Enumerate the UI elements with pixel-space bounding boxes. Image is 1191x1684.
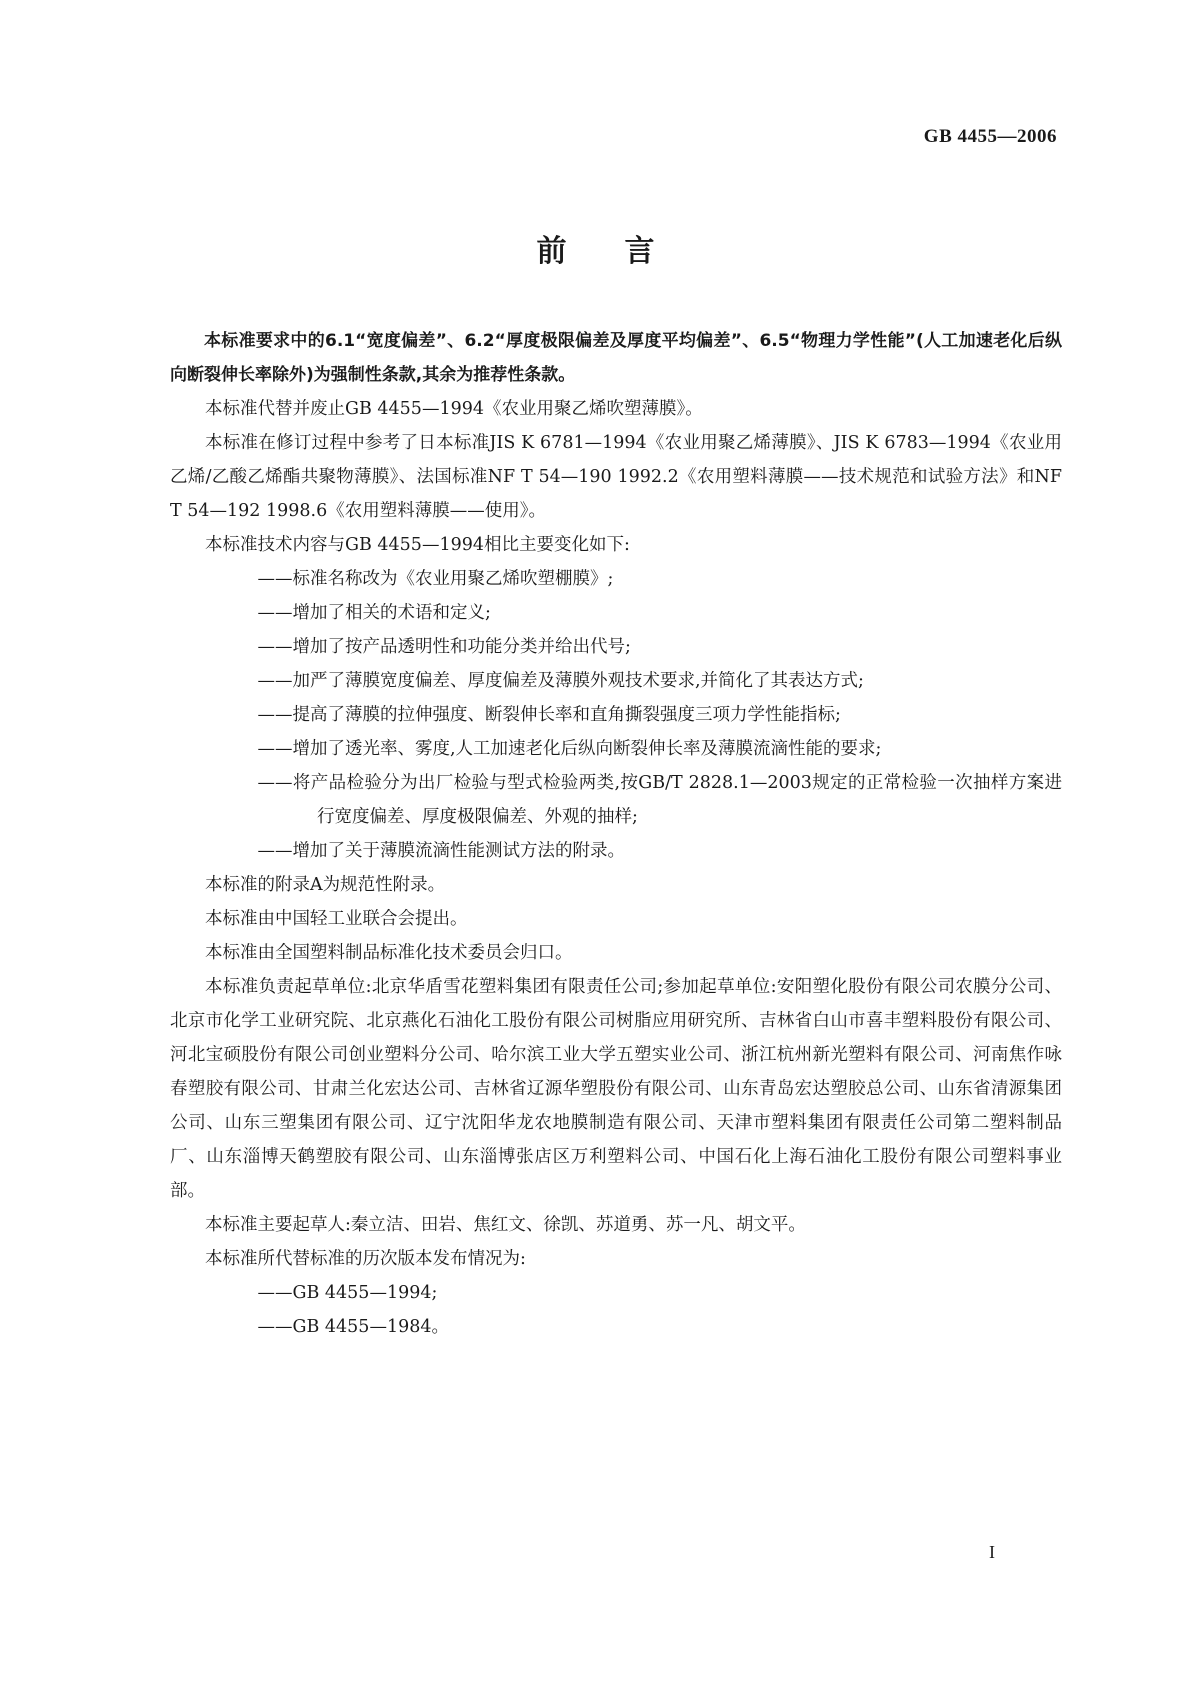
history-item: ——GB 4455—1994;: [257, 1283, 438, 1303]
changes-intro-paragraph: 本标准技术内容与GB 4455—1994相比主要变化如下:: [205, 535, 630, 555]
standard-code: GB 4455—2006: [923, 126, 1057, 147]
page-number: I: [989, 1542, 995, 1562]
replacement-paragraph: 本标准代替并废止GB 4455—1994《农业用聚乙烯吹塑薄膜》。: [205, 399, 703, 419]
change-item: ——标准名称改为《农业用聚乙烯吹塑棚膜》;: [257, 569, 614, 589]
change-item: ——增加了关于薄膜流滴性能测试方法的附录。: [257, 841, 625, 861]
change-item: ——增加了透光率、雾度,人工加速老化后纵向断裂伸长率及薄膜流滴性能的要求;: [257, 739, 882, 759]
change-item: ——提高了薄膜的拉伸强度、断裂伸长率和直角撕裂强度三项力学性能指标;: [257, 705, 841, 725]
change-item: ——增加了按产品透明性和功能分类并给出代号;: [257, 637, 631, 657]
committee-paragraph: 本标准由全国塑料制品标准化技术委员会归口。: [205, 943, 573, 963]
page-title: 前言: [536, 234, 713, 269]
annex-paragraph: 本标准的附录A为规范性附录。: [205, 875, 446, 895]
proposer-paragraph: 本标准由中国轻工业联合会提出。: [205, 909, 468, 929]
change-item: ——增加了相关的术语和定义;: [257, 603, 491, 623]
change-item: ——将产品检验分为出厂检验与型式检验两类,按GB/T 2828.1—2003规定的正常检验一次抽样方案进行宽度偏差、厚度极限偏差、外观的抽样;: [257, 773, 1062, 827]
history-intro-paragraph: 本标准所代替标准的历次版本发布情况为:: [205, 1249, 526, 1269]
drafters-paragraph: 本标准主要起草人:秦立洁、田岩、焦红文、徐凯、苏道勇、苏一凡、胡文平。: [205, 1215, 806, 1235]
drafting-units-paragraph: 本标准负责起草单位:北京华盾雪花塑料集团有限责任公司;参加起草单位:安阳塑化股份有限公司农膜分公司、北京市化学工业研究院、北京燕化石油化工股份有限公司树脂应用研究所、吉林省白山市喜丰塑料股份有限公司、河北宝硕股份有限公司创业塑料分公司、哈尔滨工业大学五塑实业公司、浙江杭州新光塑料有限公司、河南焦作咏春塑胶有限公司、甘肃兰化宏达公司、吉林省辽源华塑股份有限公司、山东青岛宏达塑胶总公司、山东省清源集团公司、山东三塑集团有限公司、辽宁沈阳华龙农地膜制造有限公司、天津市塑料集团有限责任公司第二塑料制品厂、山东淄博天鹤塑胶有限公司、山东淄博张店区万利塑料公司、中国石化上海石油化工股份有限公司塑料事业部。: [170, 977, 1062, 1201]
history-item: ——GB 4455—1984。: [257, 1317, 449, 1337]
mandatory-clause-paragraph: 本标准要求中的6.1“宽度偏差”、6.2“厚度极限偏差及厚度平均偏差”、6.5“物理力学性能”(人工加速老化后纵向断裂伸长率除外)为强制性条款,其余为推荐性条款。: [170, 331, 1062, 385]
foreword-body: [170, 324, 1062, 1344]
change-item: ——加严了薄膜宽度偏差、厚度偏差及薄膜外观技术要求,并简化了其表达方式;: [257, 671, 864, 691]
reference-paragraph: 本标准在修订过程中参考了日本标准JIS K 6781—1994《农业用聚乙烯薄膜》、JIS K 6783—1994《农业用乙烯/乙酸乙烯酯共聚物薄膜》、法国标准NF T 54—190 1992.2《农用塑料薄膜——技术规范和试验方法》和NF T 54—192 1998.6《农用塑料薄膜——使用》。: [170, 433, 1062, 521]
